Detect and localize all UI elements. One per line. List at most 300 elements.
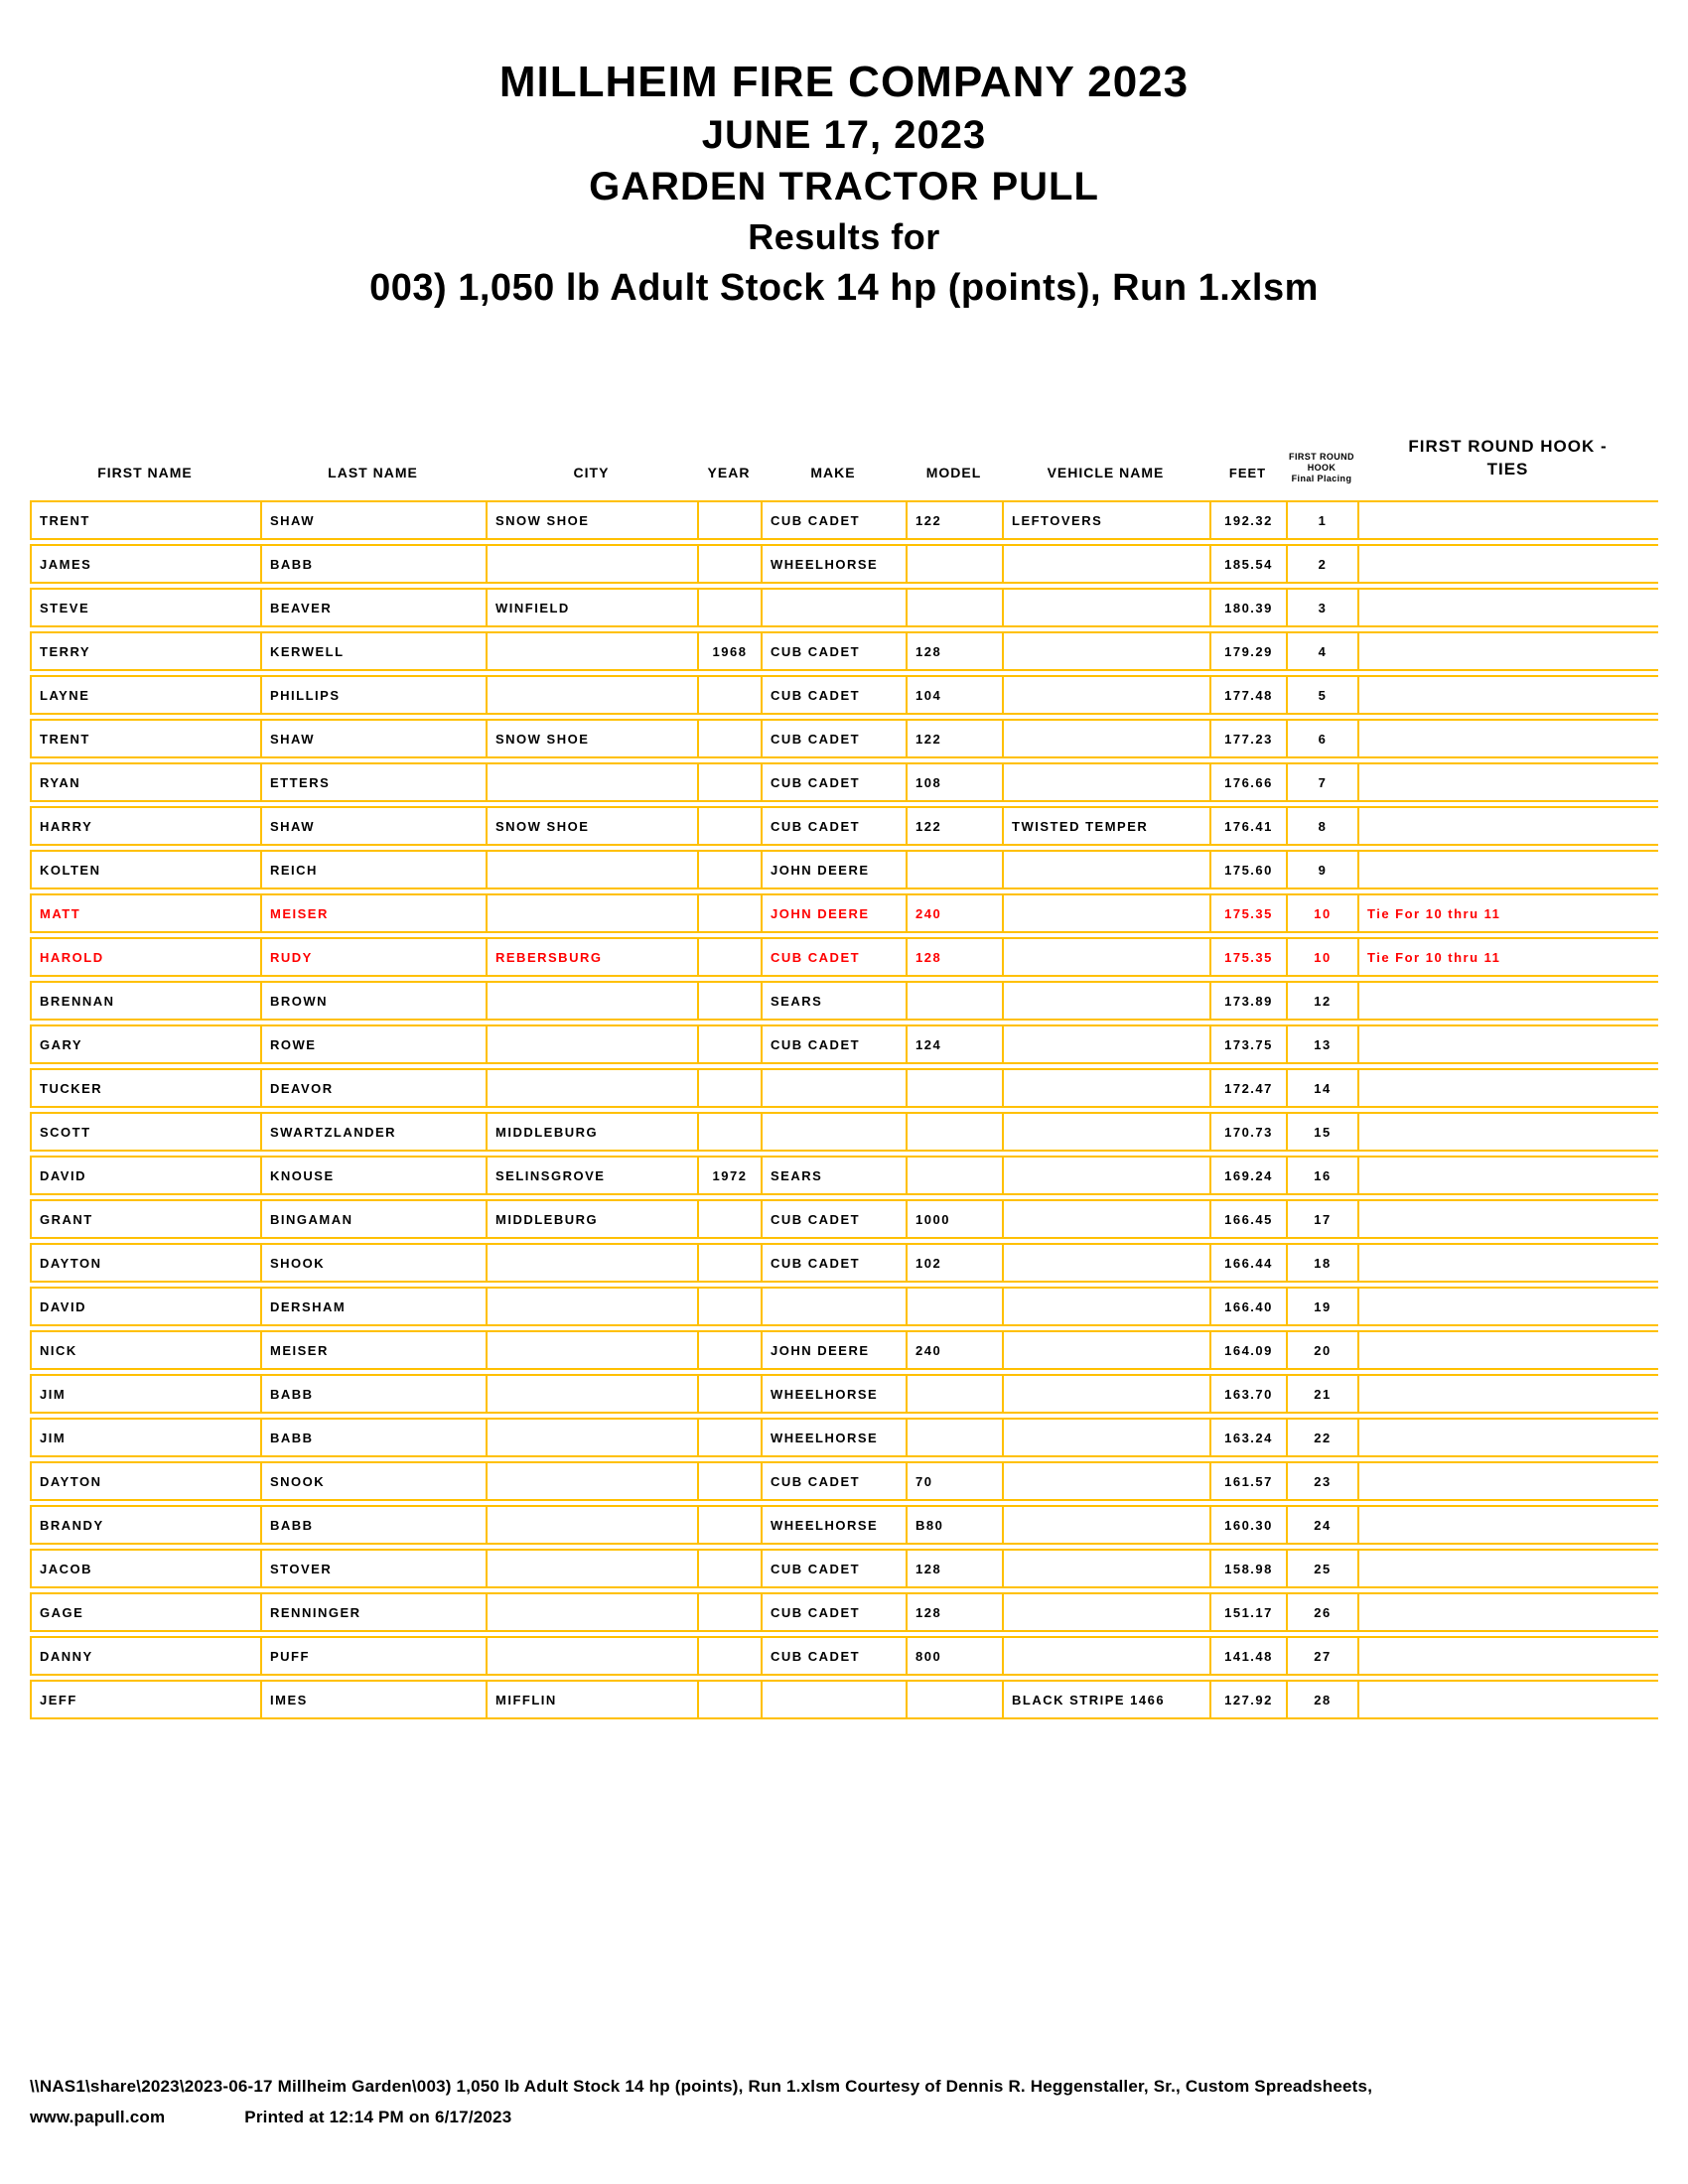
cell-city — [486, 1636, 697, 1676]
cell-year — [697, 719, 761, 758]
cell-year — [697, 1287, 761, 1326]
cell-year — [697, 850, 761, 889]
table-row — [30, 1418, 1658, 1457]
cell-make: SEARS — [761, 1156, 906, 1195]
ties-header-line1: FIRST ROUND HOOK - — [1408, 437, 1608, 456]
header-row — [30, 435, 1658, 496]
cell-model — [906, 1374, 1002, 1414]
table-row — [30, 1156, 1658, 1195]
cell-city: MIDDLEBURG — [486, 1112, 697, 1152]
table-row — [30, 1505, 1658, 1545]
table-row — [30, 1287, 1658, 1326]
cell-city — [486, 1418, 697, 1457]
cell-year — [697, 1024, 761, 1064]
cell-feet: 158.98 — [1209, 1549, 1286, 1588]
cell-final-placing: 23 — [1286, 1461, 1357, 1501]
cell-last-name: RENNINGER — [260, 1592, 486, 1632]
cell-city — [486, 1374, 697, 1414]
cell-ties-note — [1357, 631, 1658, 671]
cell-ties-note — [1357, 1068, 1658, 1108]
table-row — [30, 893, 1658, 933]
cell-ties-note — [1357, 675, 1658, 715]
cell-city — [486, 675, 697, 715]
cell-vehicle-name — [1002, 1068, 1209, 1108]
table-row — [30, 1024, 1658, 1064]
cell-first-name: RYAN — [30, 762, 260, 802]
cell-feet: 166.44 — [1209, 1243, 1286, 1283]
cell-make: CUB CADET — [761, 719, 906, 758]
cell-feet: 175.35 — [1209, 893, 1286, 933]
cell-feet: 177.48 — [1209, 675, 1286, 715]
cell-vehicle-name — [1002, 675, 1209, 715]
cell-final-placing: 25 — [1286, 1549, 1357, 1588]
column-header-last-name: LAST NAME — [328, 465, 418, 480]
cell-model: 128 — [906, 631, 1002, 671]
cell-year — [697, 1199, 761, 1239]
cell-model: 104 — [906, 675, 1002, 715]
cell-final-placing: 15 — [1286, 1112, 1357, 1152]
cell-year — [697, 1418, 761, 1457]
table-row — [30, 1592, 1658, 1632]
column-header-first-round-hook — [1286, 435, 1357, 496]
cell-final-placing: 19 — [1286, 1287, 1357, 1326]
cell-model — [906, 981, 1002, 1021]
cell-ties-note — [1357, 719, 1658, 758]
cell-feet: 160.30 — [1209, 1505, 1286, 1545]
cell-make: CUB CADET — [761, 1636, 906, 1676]
cell-model: 1000 — [906, 1199, 1002, 1239]
cell-last-name: SHAW — [260, 719, 486, 758]
event-name: GARDEN TRACTOR PULL — [589, 165, 1099, 208]
table-row — [30, 1461, 1658, 1501]
cell-model: 128 — [906, 1592, 1002, 1632]
cell-last-name: SHOOK — [260, 1243, 486, 1283]
cell-model — [906, 1418, 1002, 1457]
table-row — [30, 588, 1658, 627]
cell-vehicle-name — [1002, 1592, 1209, 1632]
table-row — [30, 806, 1658, 846]
cell-vehicle-name — [1002, 1243, 1209, 1283]
cell-city — [486, 1505, 697, 1545]
table-row — [30, 544, 1658, 584]
cell-ties-note — [1357, 544, 1658, 584]
cell-year — [697, 762, 761, 802]
cell-final-placing: 3 — [1286, 588, 1357, 627]
cell-make: CUB CADET — [761, 1549, 906, 1588]
cell-final-placing: 8 — [1286, 806, 1357, 846]
cell-final-placing: 22 — [1286, 1418, 1357, 1457]
cell-feet: 192.32 — [1209, 500, 1286, 540]
cell-last-name: SHAW — [260, 806, 486, 846]
cell-make: WHEELHORSE — [761, 1505, 906, 1545]
cell-last-name: REICH — [260, 850, 486, 889]
cell-final-placing: 26 — [1286, 1592, 1357, 1632]
cell-final-placing: 12 — [1286, 981, 1357, 1021]
cell-year — [697, 500, 761, 540]
cell-feet: 127.92 — [1209, 1680, 1286, 1719]
cell-model: 124 — [906, 1024, 1002, 1064]
cell-last-name: ETTERS — [260, 762, 486, 802]
cell-vehicle-name — [1002, 1418, 1209, 1457]
cell-vehicle-name — [1002, 1199, 1209, 1239]
cell-vehicle-name — [1002, 1330, 1209, 1370]
cell-last-name: PHILLIPS — [260, 675, 486, 715]
cell-vehicle-name — [1002, 893, 1209, 933]
cell-last-name: BEAVER — [260, 588, 486, 627]
cell-vehicle-name — [1002, 1505, 1209, 1545]
cell-ties-note — [1357, 1156, 1658, 1195]
cell-year — [697, 1461, 761, 1501]
cell-feet: 169.24 — [1209, 1156, 1286, 1195]
cell-model: 108 — [906, 762, 1002, 802]
cell-make — [761, 1287, 906, 1326]
cell-final-placing: 20 — [1286, 1330, 1357, 1370]
hook-header-line2: HOOK — [1307, 463, 1336, 473]
cell-year — [697, 806, 761, 846]
cell-first-name: GARY — [30, 1024, 260, 1064]
cell-model: 128 — [906, 937, 1002, 977]
cell-city — [486, 544, 697, 584]
cell-year — [697, 1592, 761, 1632]
cell-ties-note — [1357, 1374, 1658, 1414]
footer-file-path: \\NAS1\share\2023\2023-06-17 Millheim Garden\003) 1,050 lb Adult Stock 14 hp (points), Run 1.xlsm Courtesy of Dennis R. Heggenstaller, Sr., Custom Spreadsheets, — [30, 2077, 1373, 2096]
cell-ties-note: Tie For 10 thru 11 — [1357, 937, 1658, 977]
cell-city — [486, 1068, 697, 1108]
cell-vehicle-name — [1002, 1156, 1209, 1195]
table-row — [30, 675, 1658, 715]
cell-feet: 175.35 — [1209, 937, 1286, 977]
cell-feet: 163.70 — [1209, 1374, 1286, 1414]
table-row — [30, 1330, 1658, 1370]
cell-first-name: KOLTEN — [30, 850, 260, 889]
cell-model: 800 — [906, 1636, 1002, 1676]
cell-make: JOHN DEERE — [761, 850, 906, 889]
cell-feet: 141.48 — [1209, 1636, 1286, 1676]
cell-ties-note — [1357, 1636, 1658, 1676]
cell-last-name: DEAVOR — [260, 1068, 486, 1108]
cell-ties-note — [1357, 1680, 1658, 1719]
cell-make: JOHN DEERE — [761, 893, 906, 933]
cell-last-name: BINGAMAN — [260, 1199, 486, 1239]
cell-first-name: SCOTT — [30, 1112, 260, 1152]
cell-year: 1972 — [697, 1156, 761, 1195]
cell-feet: 185.54 — [1209, 544, 1286, 584]
report-title: MILLHEIM FIRE COMPANY 2023 — [498, 58, 1190, 106]
cell-model: 122 — [906, 806, 1002, 846]
cell-vehicle-name — [1002, 631, 1209, 671]
cell-first-name: MATT — [30, 893, 260, 933]
cell-vehicle-name: TWISTED TEMPER — [1002, 806, 1209, 846]
cell-make: CUB CADET — [761, 1461, 906, 1501]
cell-last-name: ROWE — [260, 1024, 486, 1064]
cell-feet: 175.60 — [1209, 850, 1286, 889]
table-row — [30, 981, 1658, 1021]
cell-ties-note — [1357, 1549, 1658, 1588]
cell-year — [697, 1243, 761, 1283]
cell-year — [697, 937, 761, 977]
cell-feet: 161.57 — [1209, 1461, 1286, 1501]
cell-first-name: LAYNE — [30, 675, 260, 715]
cell-model — [906, 544, 1002, 584]
cell-city — [486, 1461, 697, 1501]
hook-header-line1: FIRST ROUND — [1289, 452, 1354, 462]
cell-first-name: JIM — [30, 1374, 260, 1414]
cell-model: 122 — [906, 719, 1002, 758]
table-row — [30, 1199, 1658, 1239]
class-file-name: 003) 1,050 lb Adult Stock 14 hp (points), Run 1.xlsm — [369, 267, 1319, 309]
cell-last-name: SWARTZLANDER — [260, 1112, 486, 1152]
cell-vehicle-name — [1002, 1636, 1209, 1676]
cell-final-placing: 21 — [1286, 1374, 1357, 1414]
cell-final-placing: 17 — [1286, 1199, 1357, 1239]
cell-last-name: MEISER — [260, 893, 486, 933]
cell-ties-note — [1357, 588, 1658, 627]
cell-last-name: PUFF — [260, 1636, 486, 1676]
cell-ties-note: Tie For 10 thru 11 — [1357, 893, 1658, 933]
cell-final-placing: 16 — [1286, 1156, 1357, 1195]
cell-make — [761, 1680, 906, 1719]
footer-printed-timestamp: Printed at 12:14 PM on 6/17/2023 — [244, 2108, 512, 2126]
cell-model: 102 — [906, 1243, 1002, 1283]
cell-city: REBERSBURG — [486, 937, 697, 977]
cell-make: CUB CADET — [761, 500, 906, 540]
cell-vehicle-name — [1002, 719, 1209, 758]
cell-city — [486, 631, 697, 671]
cell-first-name: DANNY — [30, 1636, 260, 1676]
cell-first-name: HARRY — [30, 806, 260, 846]
cell-last-name: KNOUSE — [260, 1156, 486, 1195]
cell-vehicle-name — [1002, 850, 1209, 889]
cell-ties-note — [1357, 806, 1658, 846]
cell-make: CUB CADET — [761, 1243, 906, 1283]
cell-final-placing: 1 — [1286, 500, 1357, 540]
cell-last-name: BABB — [260, 1374, 486, 1414]
cell-feet: 173.89 — [1209, 981, 1286, 1021]
cell-year — [697, 544, 761, 584]
cell-year — [697, 1680, 761, 1719]
cell-feet: 170.73 — [1209, 1112, 1286, 1152]
cell-last-name: IMES — [260, 1680, 486, 1719]
cell-last-name: MEISER — [260, 1330, 486, 1370]
cell-city — [486, 1243, 697, 1283]
cell-last-name: STOVER — [260, 1549, 486, 1588]
cell-city — [486, 1592, 697, 1632]
table-row — [30, 1243, 1658, 1283]
cell-year — [697, 1330, 761, 1370]
cell-final-placing: 18 — [1286, 1243, 1357, 1283]
cell-city — [486, 762, 697, 802]
cell-final-placing: 28 — [1286, 1680, 1357, 1719]
table-row — [30, 631, 1658, 671]
cell-model — [906, 588, 1002, 627]
cell-first-name: BRANDY — [30, 1505, 260, 1545]
cell-model: 122 — [906, 500, 1002, 540]
cell-last-name: KERWELL — [260, 631, 486, 671]
cell-vehicle-name — [1002, 1461, 1209, 1501]
cell-last-name: BABB — [260, 1418, 486, 1457]
cell-make: WHEELHORSE — [761, 1418, 906, 1457]
cell-final-placing: 4 — [1286, 631, 1357, 671]
table-row — [30, 1549, 1658, 1588]
cell-make: SEARS — [761, 981, 906, 1021]
cell-model: 128 — [906, 1549, 1002, 1588]
cell-vehicle-name — [1002, 544, 1209, 584]
cell-make: CUB CADET — [761, 762, 906, 802]
cell-model: 240 — [906, 893, 1002, 933]
cell-ties-note — [1357, 762, 1658, 802]
cell-feet: 173.75 — [1209, 1024, 1286, 1064]
table-row — [30, 1680, 1658, 1719]
cell-first-name: DAYTON — [30, 1243, 260, 1283]
cell-feet: 176.66 — [1209, 762, 1286, 802]
cell-feet: 177.23 — [1209, 719, 1286, 758]
cell-city: SELINSGROVE — [486, 1156, 697, 1195]
cell-year: 1968 — [697, 631, 761, 671]
cell-final-placing: 14 — [1286, 1068, 1357, 1108]
cell-city: WINFIELD — [486, 588, 697, 627]
cell-vehicle-name: LEFTOVERS — [1002, 500, 1209, 540]
table-row — [30, 762, 1658, 802]
table-row — [30, 1068, 1658, 1108]
cell-first-name: BRENNAN — [30, 981, 260, 1021]
column-header-first-name: FIRST NAME — [97, 465, 193, 480]
column-header-ties — [1357, 435, 1658, 496]
cell-last-name: SHAW — [260, 500, 486, 540]
column-header-year: YEAR — [707, 465, 751, 480]
hook-header-line3: Final Placing — [1291, 474, 1352, 483]
cell-first-name: TERRY — [30, 631, 260, 671]
column-header-city: CITY — [573, 465, 610, 480]
cell-first-name: GRANT — [30, 1199, 260, 1239]
cell-ties-note — [1357, 1330, 1658, 1370]
cell-ties-note — [1357, 981, 1658, 1021]
cell-feet: 163.24 — [1209, 1418, 1286, 1457]
cell-year — [697, 1374, 761, 1414]
cell-make: CUB CADET — [761, 806, 906, 846]
cell-model — [906, 1068, 1002, 1108]
cell-ties-note — [1357, 1243, 1658, 1283]
cell-year — [697, 1505, 761, 1545]
cell-make — [761, 1068, 906, 1108]
cell-city — [486, 1024, 697, 1064]
footer-website: www.papull.com — [30, 2108, 166, 2126]
cell-last-name: SNOOK — [260, 1461, 486, 1501]
cell-final-placing: 13 — [1286, 1024, 1357, 1064]
report-header — [0, 0, 1688, 314]
cell-first-name: JAMES — [30, 544, 260, 584]
cell-year — [697, 675, 761, 715]
cell-city — [486, 1287, 697, 1326]
cell-city — [486, 893, 697, 933]
cell-vehicle-name — [1002, 762, 1209, 802]
cell-city: SNOW SHOE — [486, 806, 697, 846]
cell-first-name: JEFF — [30, 1680, 260, 1719]
footer-line2 — [30, 2102, 1372, 2132]
cell-ties-note — [1357, 1592, 1658, 1632]
cell-ties-note — [1357, 1112, 1658, 1152]
cell-final-placing: 10 — [1286, 937, 1357, 977]
cell-year — [697, 1636, 761, 1676]
page-footer — [30, 2071, 1372, 2132]
cell-ties-note — [1357, 1024, 1658, 1064]
cell-make: WHEELHORSE — [761, 1374, 906, 1414]
cell-vehicle-name — [1002, 1024, 1209, 1064]
cell-city: SNOW SHOE — [486, 500, 697, 540]
cell-ties-note — [1357, 500, 1658, 540]
cell-first-name: TRENT — [30, 500, 260, 540]
cell-make — [761, 588, 906, 627]
cell-final-placing: 5 — [1286, 675, 1357, 715]
cell-city — [486, 1330, 697, 1370]
column-header-feet: FEET — [1228, 466, 1267, 480]
cell-ties-note — [1357, 1199, 1658, 1239]
cell-year — [697, 981, 761, 1021]
cell-last-name: BABB — [260, 544, 486, 584]
cell-first-name: JACOB — [30, 1549, 260, 1588]
cell-final-placing: 9 — [1286, 850, 1357, 889]
cell-feet: 179.29 — [1209, 631, 1286, 671]
cell-final-placing: 6 — [1286, 719, 1357, 758]
cell-ties-note — [1357, 1461, 1658, 1501]
cell-first-name: GAGE — [30, 1592, 260, 1632]
report-date: JUNE 17, 2023 — [701, 113, 987, 157]
cell-city: SNOW SHOE — [486, 719, 697, 758]
column-header-vehicle-name: VEHICLE NAME — [1047, 465, 1165, 480]
cell-last-name: BROWN — [260, 981, 486, 1021]
cell-make: CUB CADET — [761, 1024, 906, 1064]
cell-vehicle-name — [1002, 1112, 1209, 1152]
cell-model — [906, 850, 1002, 889]
cell-first-name: TUCKER — [30, 1068, 260, 1108]
cell-make: CUB CADET — [761, 1592, 906, 1632]
cell-vehicle-name — [1002, 1287, 1209, 1326]
cell-feet: 166.40 — [1209, 1287, 1286, 1326]
cell-ties-note — [1357, 1505, 1658, 1545]
ties-header-line2: TIES — [1486, 460, 1529, 478]
cell-feet: 172.47 — [1209, 1068, 1286, 1108]
cell-first-name: NICK — [30, 1330, 260, 1370]
cell-make: CUB CADET — [761, 1199, 906, 1239]
cell-model — [906, 1287, 1002, 1326]
cell-final-placing: 27 — [1286, 1636, 1357, 1676]
cell-make — [761, 1112, 906, 1152]
table-row — [30, 937, 1658, 977]
cell-first-name: DAVID — [30, 1287, 260, 1326]
cell-model — [906, 1112, 1002, 1152]
cell-year — [697, 1068, 761, 1108]
cell-vehicle-name — [1002, 981, 1209, 1021]
cell-make: WHEELHORSE — [761, 544, 906, 584]
cell-feet: 176.41 — [1209, 806, 1286, 846]
cell-final-placing: 7 — [1286, 762, 1357, 802]
cell-model: 70 — [906, 1461, 1002, 1501]
cell-last-name: RUDY — [260, 937, 486, 977]
cell-feet: 166.45 — [1209, 1199, 1286, 1239]
cell-last-name: DERSHAM — [260, 1287, 486, 1326]
results-table-body — [30, 500, 1658, 1719]
cell-year — [697, 893, 761, 933]
cell-first-name: JIM — [30, 1418, 260, 1457]
cell-model: B80 — [906, 1505, 1002, 1545]
cell-final-placing: 24 — [1286, 1505, 1357, 1545]
cell-final-placing: 10 — [1286, 893, 1357, 933]
table-row — [30, 719, 1658, 758]
cell-make: CUB CADET — [761, 675, 906, 715]
cell-feet: 164.09 — [1209, 1330, 1286, 1370]
results-table — [30, 431, 1658, 1723]
cell-make: CUB CADET — [761, 631, 906, 671]
cell-vehicle-name — [1002, 1549, 1209, 1588]
